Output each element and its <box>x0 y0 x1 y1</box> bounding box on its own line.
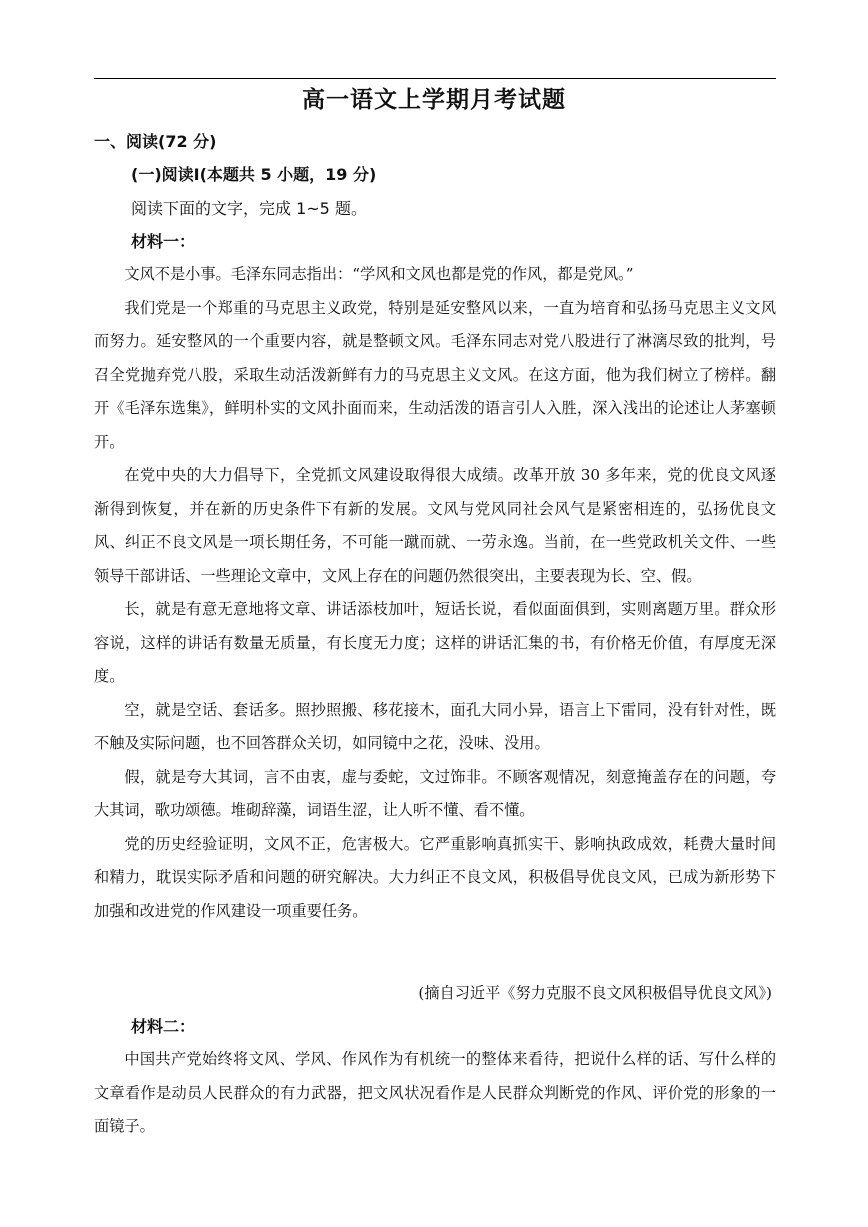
material1-paragraph: 我们党是一个郑重的马克思主义政党，特别是延安整风以来，一直为培育和弘扬马克思主义文风而努力。延安整风的一个重要内容，就是整顿文风。毛泽东同志对党八股进行了淋漓尽致的批判，号召全党抛弃党八股，采取生动活泼新鲜有力的马克思主义文风。在这方面，他为我们树立了榜样。翻开《毛泽东选集》，鲜明朴实的文风扑面而来，生动活泼的语言引人入胜，深入浅出的论述让人茅塞顿开。 <box>94 298 776 451</box>
material1-source: (摘自习近平《努力克服不良文风积极倡导优良文风》) <box>418 984 772 1002</box>
material1-paragraph: 空，就是空话、套话多。照抄照搬、移花接木，面孔大同小异，语言上下雷同，没有针对性，既不触及实际问题，也不回答群众关切，如同镜中之花，没味、没用。 <box>94 700 776 752</box>
material2-label: 材料二： <box>131 1017 196 1036</box>
material1-paragraph: 文风不是小事。毛泽东同志指出：“学风和文风也都是党的作风，都是党风。” <box>124 265 634 283</box>
material1-body <box>94 258 776 928</box>
subsection-heading: (一)阅读Ⅰ(本题共 5 小题，19 分) <box>131 165 377 184</box>
page-title: 高一语文上学期月考试题 <box>302 87 566 113</box>
header-rule <box>94 78 776 79</box>
material1-paragraph: 在党中央的大力倡导下，全党抓文风建设取得很大成绩。改革开放 30 多年来，党的优良文风逐渐得到恢复，并在新的历史条件下有新的发展。文风与党风同社会风气是紧密相连的，弘扬优良文风、纠正不良文风是一项长期任务，不可能一蹴而就、一劳永逸。当前，在一些党政机关文件、一些领导干部讲话、一些理论文章中，文风上存在的问题仍然很突出，主要表现为长、空、假。 <box>94 466 776 585</box>
material2-paragraph: 中国共产党始终将文风、学风、作风作为有机统一的整体来看待，把说什么样的话、写什么样的文章看作是动员人民群众的有力武器，把文风状况看作是人民群众判断党的作风、评价党的形象的一面镜子。 <box>94 1050 776 1135</box>
material1-paragraph: 党的历史经验证明，文风不正，危害极大。它严重影响真抓实干、影响执政成效，耗费大量时间和精力，耽误实际矛盾和问题的研究解决。大力纠正不良文风，积极倡导优良文风，已成为新形势下加强和改进党的作风建设一项重要任务。 <box>94 834 776 920</box>
section-heading: 一、阅读(72 分) <box>94 132 217 151</box>
material2-body <box>94 1043 776 1144</box>
instruction-text: 阅读下面的文字，完成 1~5 题。 <box>131 199 367 218</box>
material1-label: 材料一： <box>131 232 196 251</box>
material1-paragraph: 假，就是夸大其词，言不由衷，虚与委蛇，文过饰非。不顾客观情况，刻意掩盖存在的问题，夸大其词，歌功颂德。堆砌辞藻，词语生涩，让人听不懂、看不懂。 <box>94 767 776 819</box>
material1-paragraph: 长，就是有意无意地将文章、讲话添枝加叶，短话长说，看似面面俱到，实则离题万里。群众形容说，这样的讲话有数量无质量，有长度无力度；这样的讲话汇集的书，有价格无价值，有厚度无深度。 <box>94 600 776 685</box>
